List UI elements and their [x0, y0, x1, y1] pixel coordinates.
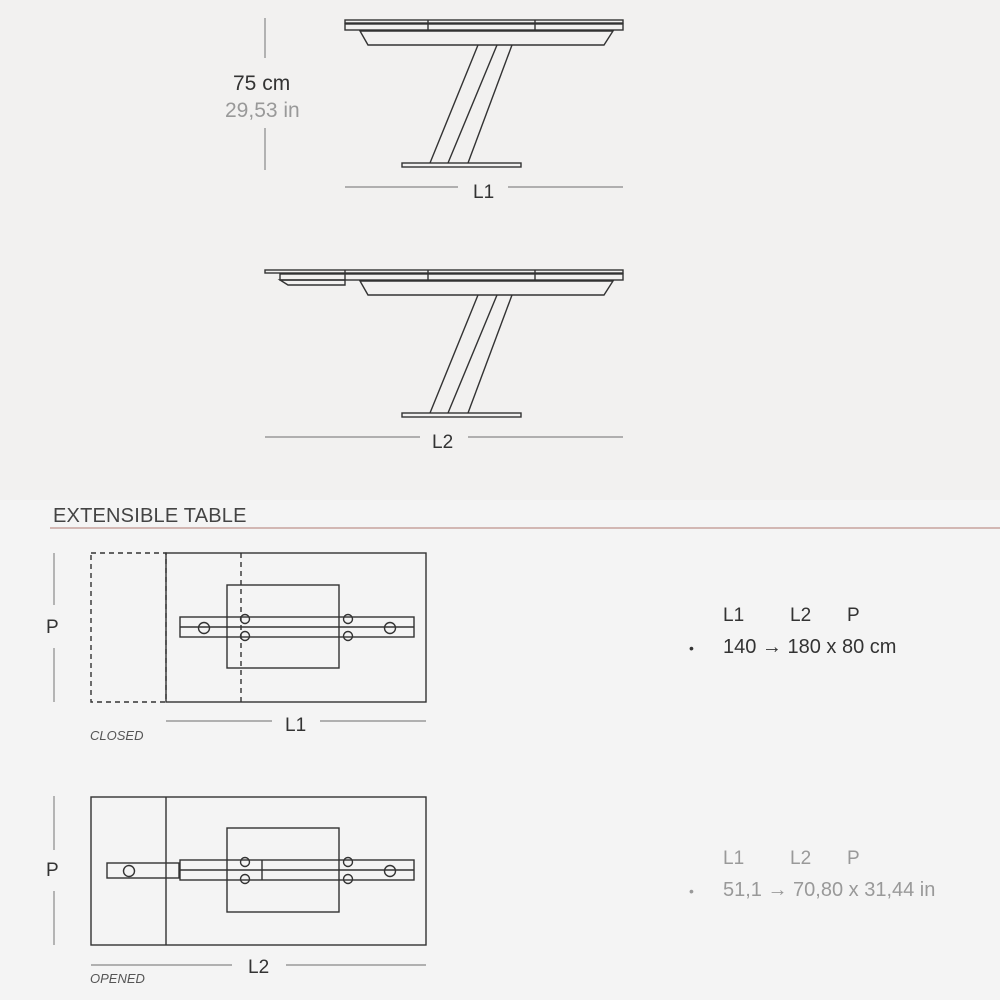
rail-extension: [107, 863, 179, 878]
apron-closed: [360, 31, 613, 45]
height-cm-label: 75 cm: [233, 72, 291, 95]
apron-opened: [360, 281, 613, 295]
spec-header-l1-in: L1: [723, 848, 745, 869]
rail-stop-right-opened: [385, 866, 396, 877]
spec-header-p: P: [847, 605, 860, 626]
elevation-l1-label: L1: [473, 182, 495, 203]
plan-closed: [54, 553, 426, 721]
spec-header-l2-in: L2: [790, 848, 812, 869]
spec-value-cm: 140 → 180 x 80 cm: [723, 636, 897, 658]
pin-closed-2: [241, 632, 250, 641]
spec-bullet-cm: •: [689, 640, 694, 656]
pin-closed-1: [241, 615, 250, 624]
plan-opened-length-label: L2: [248, 957, 270, 978]
section-title: EXTENSIBLE TABLE: [53, 505, 247, 527]
plan-opened-depth-label: P: [46, 860, 59, 881]
rail-stop-left-opened: [124, 866, 135, 877]
spec-value-in: 51,1 → 70,80 x 31,44 in: [723, 879, 936, 901]
tabletop-plan-opened: [91, 797, 426, 945]
state-opened-label: OPENED: [90, 971, 145, 986]
spec-header-l1: L1: [723, 605, 745, 626]
spec-header-l2: L2: [790, 605, 812, 626]
base-plate-opened: [402, 413, 521, 417]
tabletop-opened: [265, 270, 623, 273]
pin-closed-4: [344, 632, 353, 641]
leg-left-closed: [430, 45, 478, 163]
pin-closed-3: [344, 615, 353, 624]
extension-leaf-outline: [91, 553, 166, 702]
tabletop-closed: [345, 20, 623, 23]
tabletop-leaf-closed: [345, 24, 623, 30]
rail-stop-left: [199, 623, 210, 634]
extension-apron: [280, 280, 345, 285]
tabletop-leaf-opened: [280, 274, 623, 280]
state-closed-label: CLOSED: [90, 728, 144, 743]
spec-header-p-in: P: [847, 848, 860, 869]
leg-left-opened: [430, 295, 478, 413]
rail-stop-right: [385, 623, 396, 634]
elevation-closed: [265, 18, 623, 187]
plan-opened: [54, 796, 426, 965]
height-in-label: 29,53 in: [225, 99, 300, 122]
elevation-l2-label: L2: [432, 432, 454, 453]
base-plate-closed: [402, 163, 521, 167]
plan-closed-depth-label: P: [46, 617, 59, 638]
plan-closed-length-label: L1: [285, 715, 307, 736]
spec-bullet-in: •: [689, 883, 694, 899]
elevation-opened: [265, 270, 623, 437]
